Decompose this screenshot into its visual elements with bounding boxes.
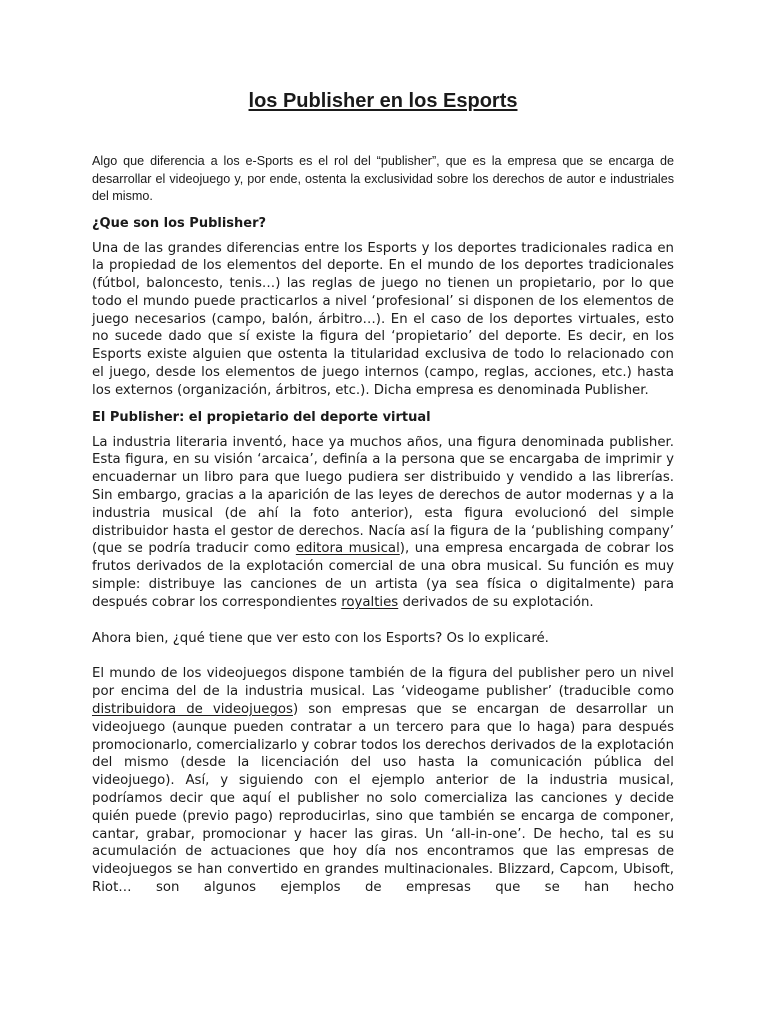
paragraph-text: ) son empresas que se encargan de desarrollar un videojuego (aunque pueden contratar a un tercero para que lo haga) para después promocionarlo, comercializarlo y cobrar todos los derechos derivados de la explotación del mismo (desde la licenciación del uso hasta la comunicación pública del videojuego). Así, y siguiendo con el ejemplo anterior de la industria musical, podríamos decir que aquí el publisher no solo comercializa las canciones y decide quién puede (previo pago) reproducirlas, sino que también se encarga de componer, cantar, grabar, promocionar y hacer las giras. Un ‘all-in-one’. De hecho, tal es su acumulación de actuaciones que hoy día nos encontramos que las empresas de videojuegos se han convertido en grandes multinacionales. Blizzard, Capcom, Ubisoft, Riot… son algunos ejemplos de empresas que se han hecho — [92, 702, 675, 895]
paragraph-text: ), una empresa encargada de cobrar los frutos derivados de la explotación comercial de una obra musical. Su función es muy simple: distribuye las canciones de un artista (ya sea física o digitalmente) para después cobrar los correspondientes — [92, 541, 674, 610]
document-page — [92, 0, 674, 897]
royalties-link[interactable]: royalties — [341, 594, 399, 610]
videogame-publisher-paragraph — [92, 665, 674, 896]
section1-paragraph: Una de las grandes diferencias entre los Esports y los deportes tradicionales radica en la propiedad de los elementos del deporte. En el mundo de los deportes tradicionales (fútbol, baloncesto, tenis…) las reglas de juego no tienen un propietario, por lo que todo el mundo puede practicarlos a nivel ‘profesional’ si disponen de los elementos de juego necesarios (campo, balón, árbitro…). En el caso de los deportes virtuales, esto no sucede dado que sí existe la figura del ‘propietario’ del deporte. Es decir, en los Esports existe alguien que ostenta la titularidad exclusiva de todo lo relacionado con el juego, desde los elementos de juego internos (campo, reglas, acciones, etc.) hasta los externos (organización, árbitros, etc.). Dicha empresa es denominada Publisher. — [92, 240, 674, 398]
paragraph-text: El mundo de los videojuegos dispone también de la figura del publisher pero un nivel por encima del de la industria musical. Las ‘videogame publisher’ (traducible como — [92, 666, 674, 700]
publisher-history-paragraph — [92, 434, 674, 612]
section-heading-que-son: ¿Que son los Publisher? — [92, 215, 267, 231]
editora-musical-link[interactable]: editora musical — [295, 541, 400, 557]
section-heading-propietario: El Publisher: el propietario del deporte virtual — [92, 409, 431, 425]
paragraph-text: La industria literaria inventó, hace ya muchos años, una figura denominada publisher. Esta figura, en su visión ‘arcaica’, definía a la persona que se encargaba de imprimir y encuadernar un libro para que luego pudiera ser distribuido y vendido a las librerías. Sin embargo, gracias a la aparición de las leyes de derechos de autor modernas y a la industria musical (de ahí la foto anterior), esta figura evolucionó del simple distribuidor hasta el gestor de derechos. Nacía así la figura de la ‘publishing company’ (que se podría traducir como — [92, 434, 674, 557]
esports-question-paragraph: Ahora bien, ¿qué tiene que ver esto con los Esports? Os lo explicaré. — [92, 630, 549, 646]
paragraph-text: derivados de su explotación. — [398, 594, 594, 610]
document-title: los Publisher en los Esports — [248, 90, 518, 112]
intro-paragraph: Algo que diferencia a los e-Sports es el rol del “publisher”, que es la empresa que se encarga de desarrollar el videojuego y, por ende, ostenta la exclusividad sobre los derechos de autor e industriales del mismo. — [92, 154, 674, 203]
distribuidora-videojuegos-link[interactable]: distribuidora de videojuegos — [92, 702, 293, 718]
